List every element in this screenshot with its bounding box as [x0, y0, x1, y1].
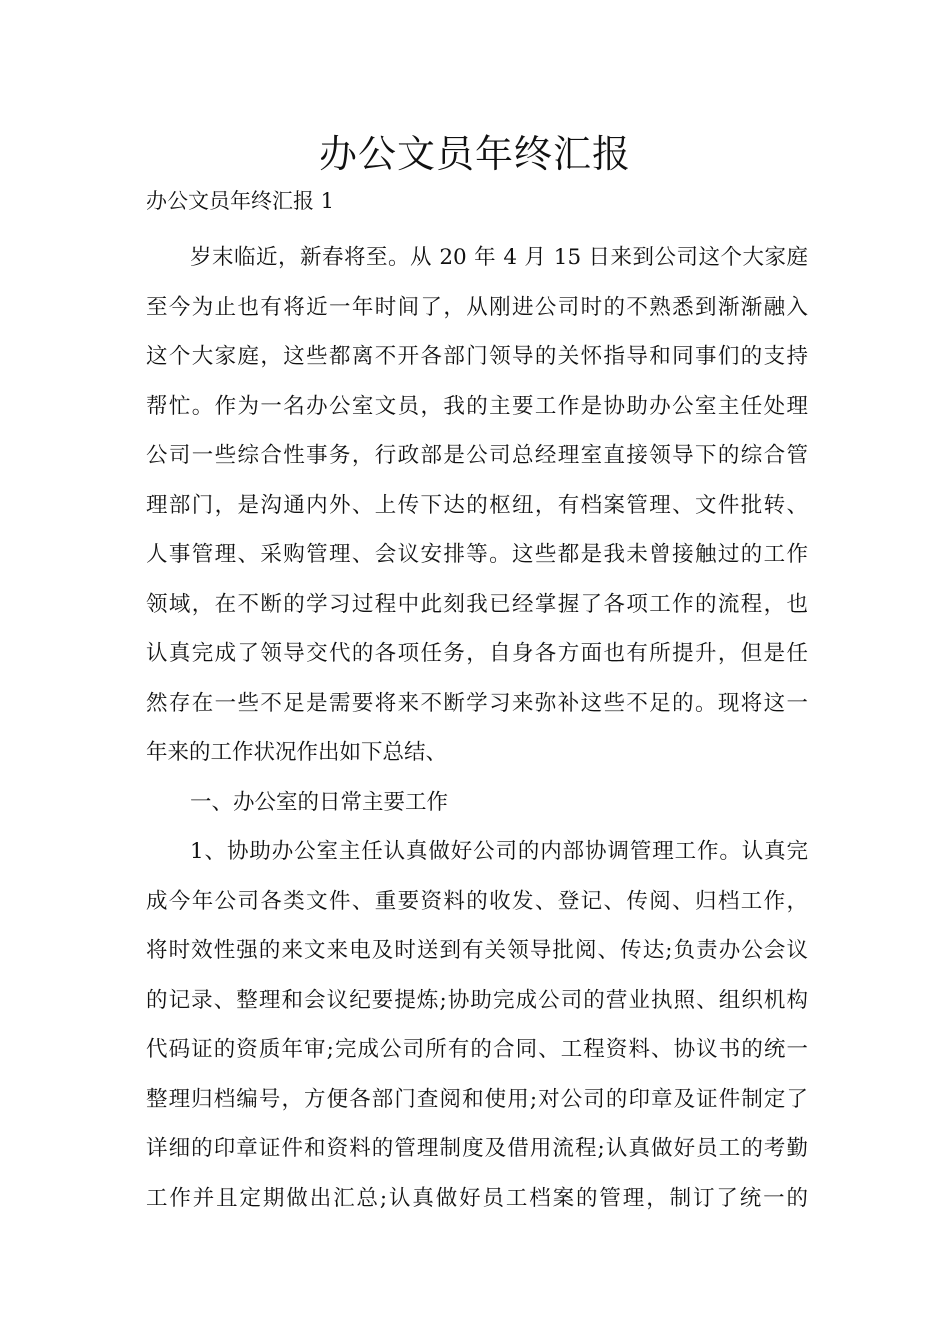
paragraph-line: 这个大家庭，这些都离不开各部门领导的关怀指导和同事们的支持	[146, 344, 808, 369]
paragraph-line: 理部门，是沟通内外、上传下达的枢纽，有档案管理、文件批转、	[146, 492, 808, 518]
paragraph-line: 将时效性强的来文来电及时送到有关领导批阅、传达;负责办公会议	[146, 938, 808, 963]
paragraph-line: 公司一些综合性事务，行政部是公司总经理室直接领导下的综合管	[146, 443, 808, 468]
paragraph-line: 代码证的资质年审;完成公司所有的合同、工程资料、协议书的统一	[146, 1037, 808, 1062]
paragraph-line: 然存在一些不足是需要将来不断学习来弥补这些不足的。现将这一	[146, 690, 808, 716]
paragraph-line: 详细的印章证件和资料的管理制度及借用流程;认真做好员工的考勤	[146, 1136, 808, 1161]
paragraph-line: 帮忙。作为一名办公室文员，我的主要工作是协助办公室主任处理	[146, 393, 808, 419]
document-title: 办公文员年终汇报	[318, 132, 631, 176]
paragraph-line: 工作并且定期做出汇总;认真做好员工档案的管理，制订了统一的	[146, 1185, 808, 1211]
paragraph-line: 年来的工作状况作出如下总结、	[146, 740, 448, 765]
paragraph-line: 的记录、整理和会议纪要提炼;协助完成公司的营业执照、组织机构	[146, 987, 808, 1013]
paragraph-line: 1、协助办公室主任认真做好公司的内部协调管理工作。认真完	[190, 839, 808, 864]
paragraph-line: 认真完成了领导交代的各项任务，自身各方面也有所提升，但是任	[146, 641, 808, 666]
paragraph-line: 至今为止也有将近一年时间了，从刚进公司时的不熟悉到渐渐融入	[146, 294, 808, 320]
paragraph-line: 成今年公司各类文件、重要资料的收发、登记、传阅、归档工作，	[146, 888, 808, 914]
document-subtitle: 办公文员年终汇报 1	[146, 189, 335, 213]
paragraph-line: 整理归档编号，方便各部门查阅和使用;对公司的印章及证件制定了	[146, 1086, 808, 1112]
document-body	[146, 233, 808, 1223]
paragraph-line: 人事管理、采购管理、会议安排等。这些都是我未曾接触过的工作	[146, 542, 808, 567]
paragraph-line: 岁末临近，新春将至。从 20 年 4 月 15 日来到公司这个大家庭	[190, 245, 808, 270]
section-heading: 一、办公室的日常主要工作	[190, 789, 449, 815]
paragraph-line: 领域，在不断的学习过程中此刻我已经掌握了各项工作的流程，也	[146, 591, 808, 617]
